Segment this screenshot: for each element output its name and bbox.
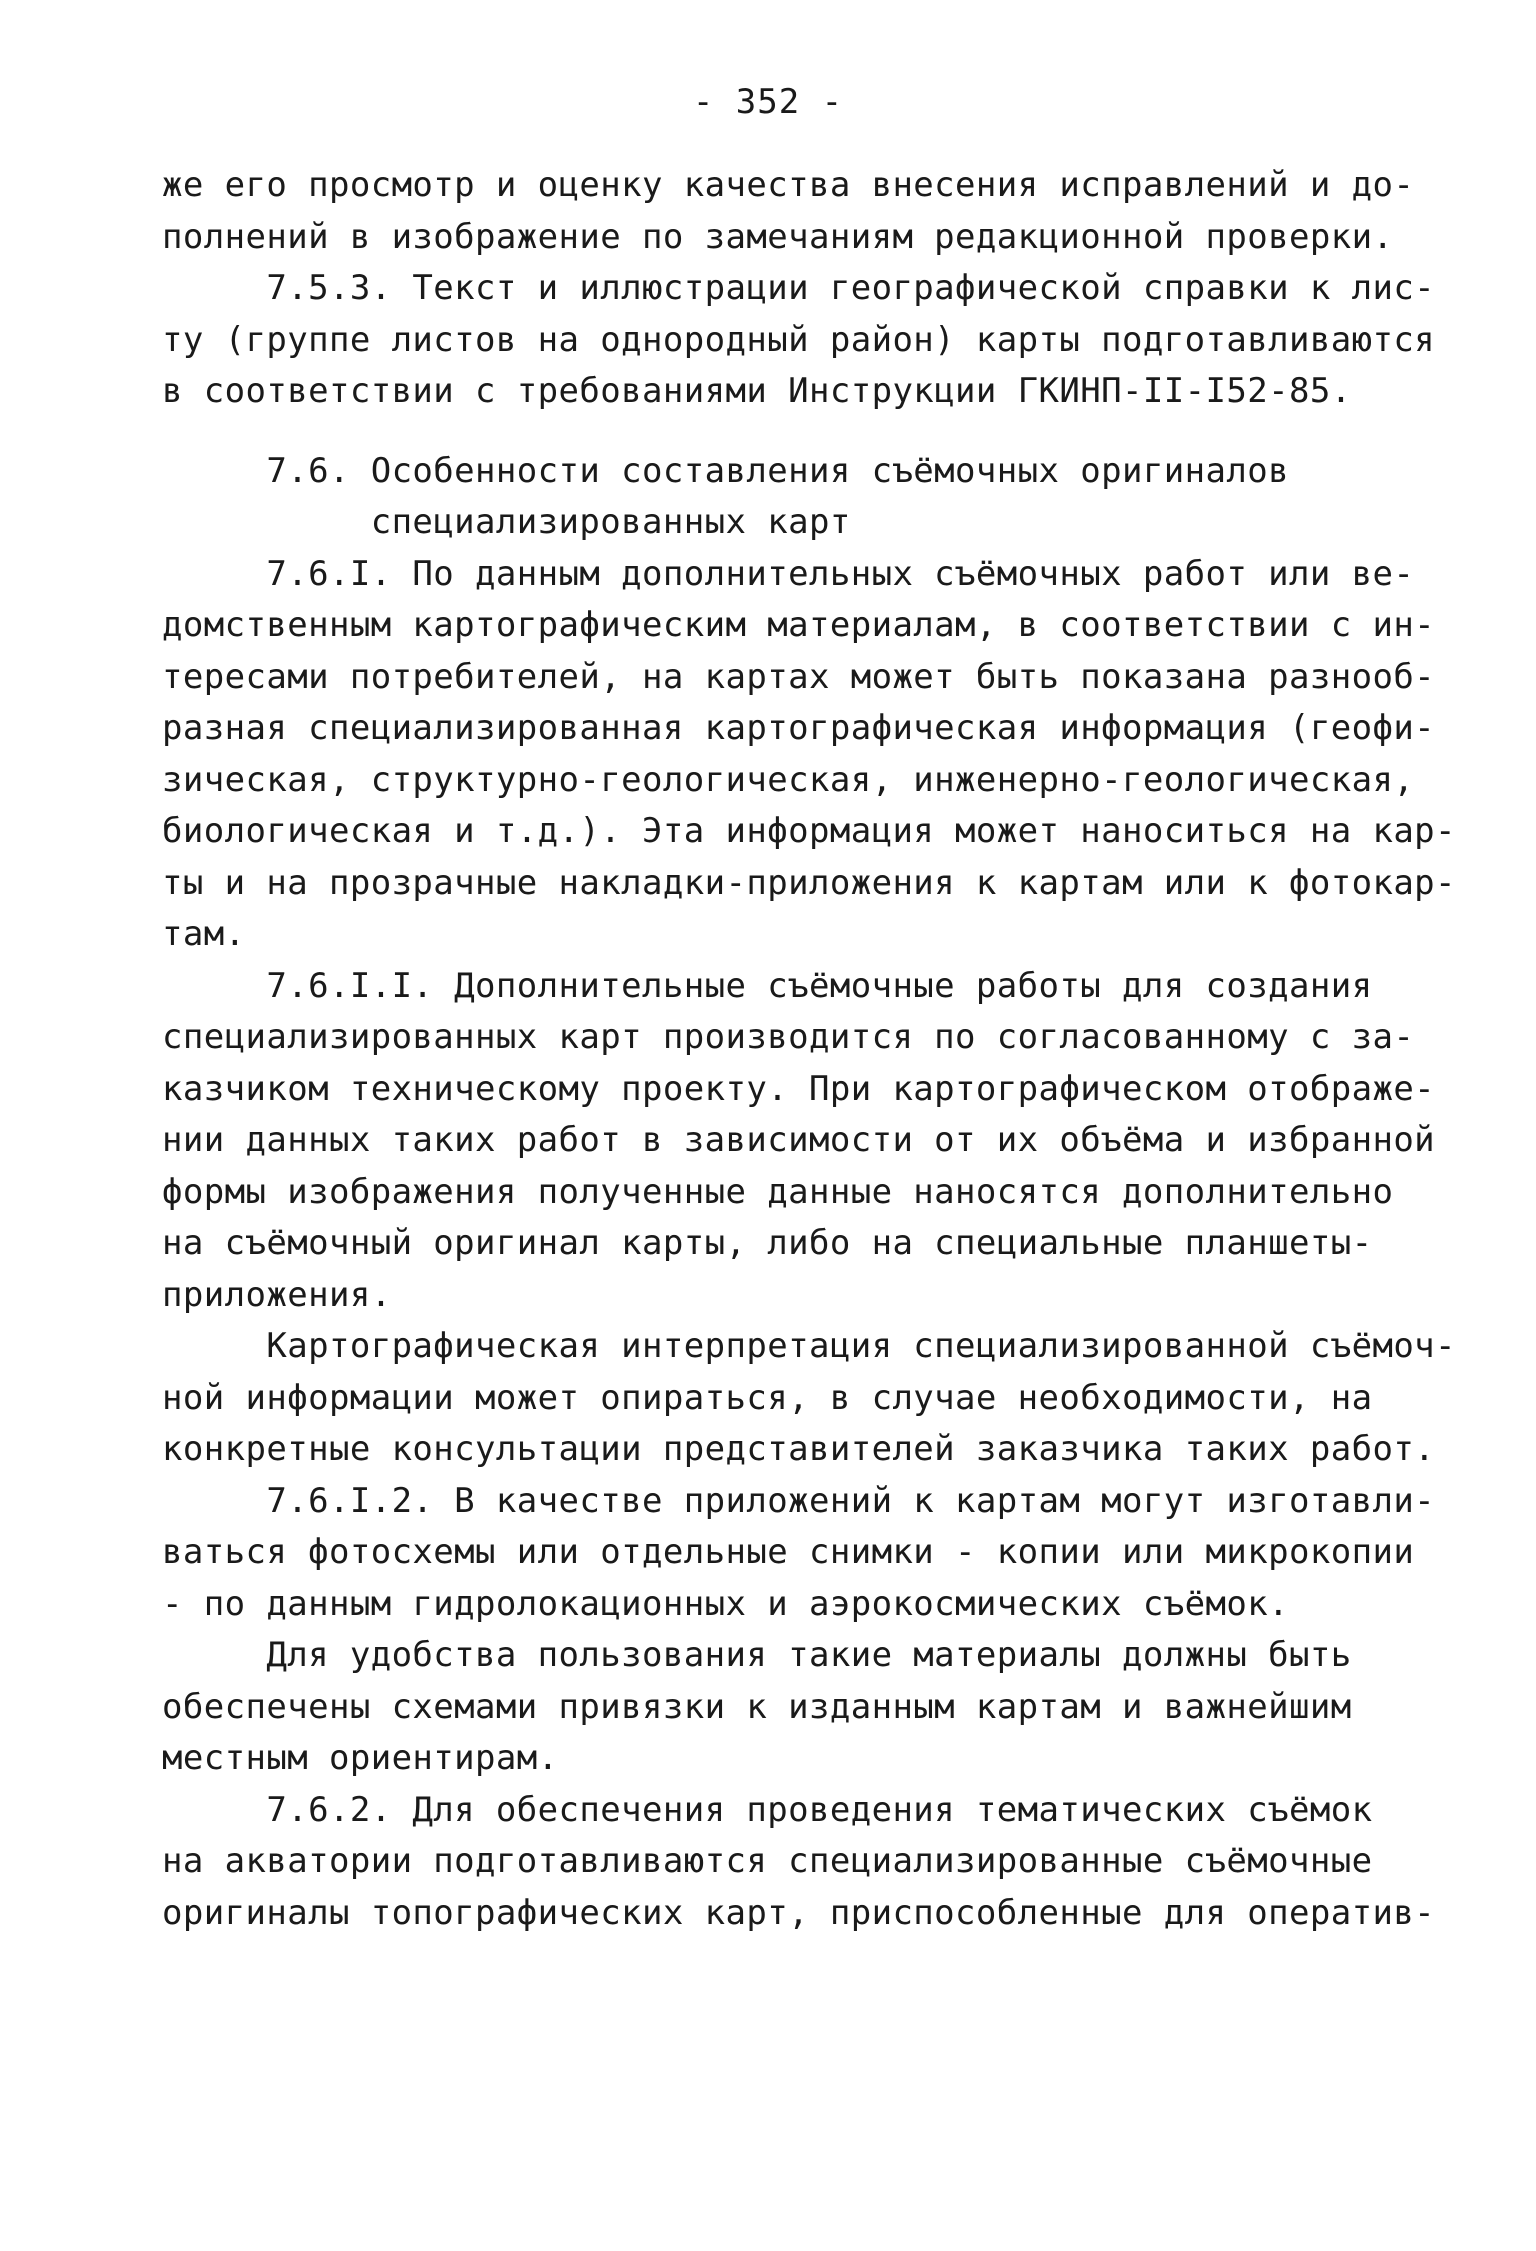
text-line: местным ориентирам. — [162, 1738, 559, 1778]
page-number: - 352 - — [692, 82, 844, 122]
text-line: Картографическая интерпретация специализированной съёмоч- — [162, 1326, 1456, 1366]
text-line: обеспечены схемами привязки к изданным картам и важнейшим — [162, 1686, 1352, 1727]
text-line: в соответствии с требованиями Инструкции ГКИНП-II-I52-85. — [162, 371, 1352, 411]
text-line: разная специализированная картографическая информация (геофи- — [162, 708, 1436, 748]
text-line: Для удобства пользования такие материалы должны быть — [162, 1635, 1352, 1675]
text-line: формы изображения полученные данные наносятся дополнительно — [162, 1171, 1394, 1212]
text-line: - по данным гидролокационных и аэрокосмических съёмок. — [162, 1583, 1289, 1624]
text-line: на акватории подготавливаются специализированные съёмочные — [162, 1841, 1373, 1881]
text-line: тересами потребителей, на картах может быть показана разнооб- — [162, 656, 1436, 697]
text-line: ной информации может опираться, в случае необходимости, на — [162, 1377, 1373, 1418]
text-line: на съёмочный оригинал карты, либо на специальные планшеты- — [162, 1223, 1373, 1263]
text-line: приложения. — [162, 1274, 392, 1315]
section-gap — [162, 418, 1462, 446]
section-heading-line: 7.6. Особенности составления съёмочных оригиналов — [162, 450, 1289, 491]
text-line: ваться фотосхемы или отдельные снимки - копии или микрокопии — [162, 1532, 1415, 1572]
text-line: оригиналы топографических карт, приспособленные для оператив- — [162, 1892, 1436, 1933]
text-line: 7.6.I.2. В качестве приложений к картам могут изготавли- — [162, 1480, 1436, 1521]
text-line: же его просмотр и оценку качества внесения исправлений и до- — [162, 165, 1415, 205]
text-line: там. — [162, 914, 246, 954]
text-line: домственным картографическим материалам, в соответствии с ин- — [162, 605, 1436, 645]
text-line: биологическая и т.д.). Эта информация может наноситься на кар- — [162, 811, 1456, 851]
text-line: нии данных таких работ в зависимости от их объёма и избранной — [162, 1120, 1436, 1160]
text-line: полнений в изображение по замечаниям редакционной проверки. — [162, 216, 1394, 257]
text-line: 7.6.I. По данным дополнительных съёмочных работ или ве- — [162, 553, 1415, 594]
section-heading-line: специализированных карт — [162, 502, 851, 542]
text-line: зическая, структурно-геологическая, инженерно-геологическая, — [162, 759, 1415, 800]
body-text — [162, 160, 1462, 1939]
text-line: 7.6.I.I. Дополнительные съёмочные работы для создания — [162, 965, 1373, 1006]
text-line: казчиком техническому проекту. При картографическом отображе- — [162, 1068, 1436, 1109]
text-line: ты и на прозрачные накладки-приложения к картам или к фотокар- — [162, 862, 1456, 903]
text-line: конкретные консультации представителей заказчика таких работ. — [162, 1429, 1436, 1469]
text-line: 7.6.2. Для обеспечения проведения тематических съёмок — [162, 1789, 1373, 1830]
text-line: ту (группе листов на однородный район) карты подготавливаются — [162, 319, 1436, 360]
text-line: 7.5.3. Текст и иллюстрации географической справки к лис- — [162, 268, 1436, 308]
text-line: специализированных карт производится по согласованному с за- — [162, 1017, 1415, 1057]
